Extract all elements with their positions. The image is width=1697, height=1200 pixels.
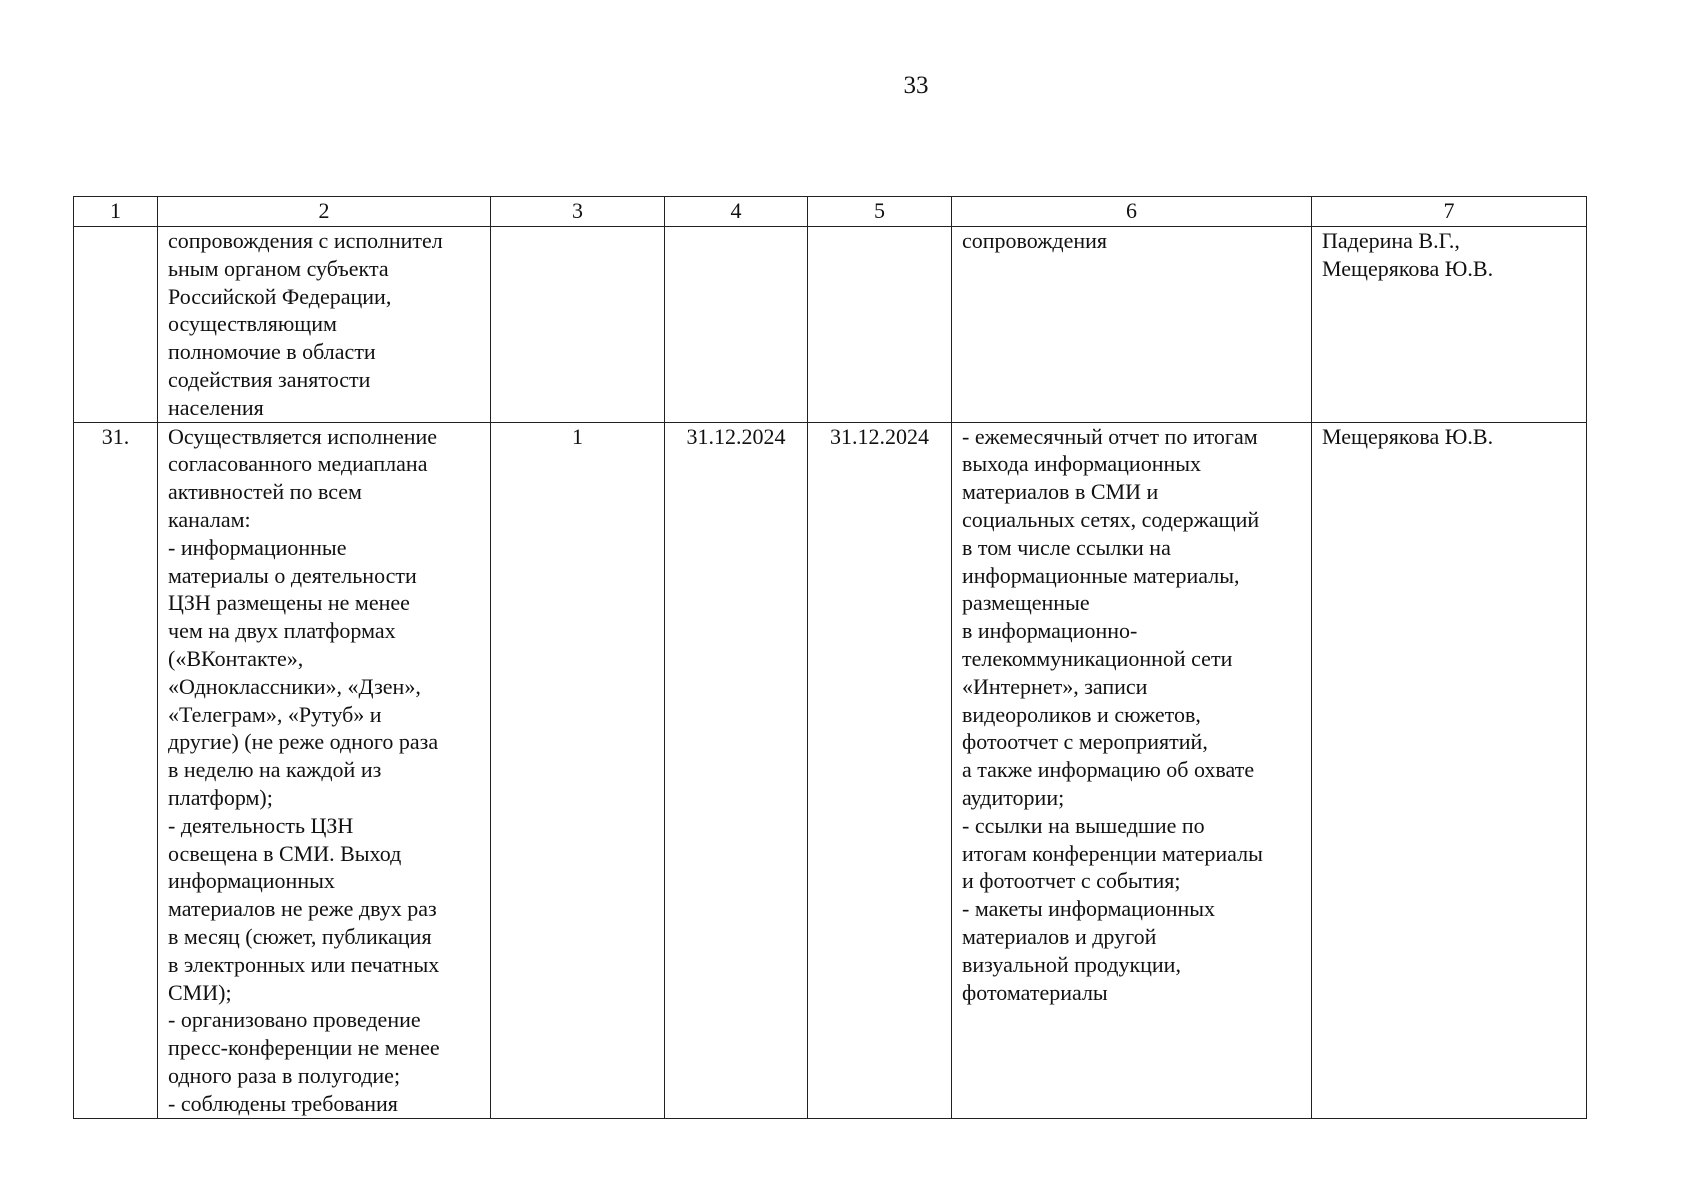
text-line: и фотоотчет с события; [962, 868, 1181, 894]
text-line: материалы о деятельности [168, 562, 417, 588]
result-description [952, 227, 1312, 423]
text-line: в неделю на каждой из [168, 757, 382, 783]
text-line: пресс-конференции не менее [168, 1035, 440, 1061]
text-line: - макеты информационных [962, 896, 1216, 922]
responsible-persons [1312, 227, 1587, 423]
start-date [665, 227, 808, 423]
column-header-3: 3 [491, 197, 665, 227]
text-line: - ежемесячный отчет по итогам [962, 423, 1258, 449]
text-line: ьным органом субъекта [168, 255, 389, 281]
activity-description [158, 227, 491, 423]
text-line: информационные материалы, [962, 562, 1240, 588]
text-line: в месяц (сюжет, публикация [168, 923, 432, 949]
text-line: полномочие в области [168, 339, 376, 365]
text-line: Российской Федерации, [168, 283, 392, 309]
column-header-4: 4 [665, 197, 808, 227]
text-line: («ВКонтакте», [168, 645, 304, 671]
text-line: чем на двух платформах [168, 618, 396, 644]
text-line: материалов не реже двух раз [168, 896, 437, 922]
text-line: визуальной продукции, [962, 951, 1181, 977]
text-line: размещенные [962, 590, 1090, 616]
row-number: 31. [74, 422, 158, 1118]
column-header-7: 7 [1312, 197, 1587, 227]
text-line: материалов и другой [962, 923, 1157, 949]
text-line: «Интернет», записи [962, 673, 1148, 699]
text-line: освещена в СМИ. Выход [168, 840, 402, 866]
text-line: видеороликов и сюжетов, [962, 701, 1201, 727]
header-row [74, 197, 1587, 227]
start-date: 31.12.2024 [665, 422, 808, 1118]
text-line: в информационно- [962, 618, 1138, 644]
text-line: - ссылки на вышедшие по [962, 812, 1205, 838]
activity-description [158, 422, 491, 1118]
column-header-2: 2 [158, 197, 491, 227]
end-date: 31.12.2024 [808, 422, 952, 1118]
text-line: в том числе ссылки на [962, 534, 1171, 560]
text-line: содействия занятости [168, 366, 371, 392]
text-line: Мещерякова Ю.В. [1322, 255, 1494, 281]
row-number [74, 227, 158, 423]
table-row [74, 422, 1587, 1118]
text-line: ЦЗН размещены не менее [168, 590, 410, 616]
text-line: сопровождения [962, 228, 1108, 253]
quantity-cell [491, 227, 665, 423]
text-line: выхода информационных [962, 451, 1202, 477]
text-line: социальных сетях, содержащий [962, 506, 1260, 532]
text-line: - деятельность ЦЗН [168, 812, 354, 838]
text-line: платформ); [168, 784, 273, 810]
text-line: активностей по всем [168, 479, 362, 505]
text-line: одного раза в полугодие; [168, 1062, 401, 1088]
text-line: «Телеграм», «Рутуб» и [168, 701, 382, 727]
text-line: телекоммуникационной сети [962, 645, 1233, 671]
text-line: а также информацию об охвате [962, 757, 1255, 783]
text-line: информационных [168, 868, 335, 894]
text-line: каналам: [168, 506, 251, 532]
end-date [808, 227, 952, 423]
text-line: - соблюдены требования [168, 1090, 398, 1116]
page-number: 33 [903, 72, 929, 99]
text-line: итогам конференции материалы [962, 840, 1263, 866]
column-header-1: 1 [74, 197, 158, 227]
quantity-cell: 1 [491, 422, 665, 1118]
text-line: «Одноклассники», «Дзен», [168, 673, 421, 699]
plan-table [73, 196, 1587, 1119]
text-line: фотоматериалы [962, 979, 1108, 1005]
text-line: - информационные [168, 534, 347, 560]
result-description [952, 422, 1312, 1118]
text-line: Мещерякова Ю.В. [1322, 423, 1494, 449]
text-line: другие) (не реже одного раза [168, 729, 439, 755]
column-header-5: 5 [808, 197, 952, 227]
text-line: согласованного медиаплана [168, 451, 428, 477]
text-line: материалов в СМИ и [962, 479, 1159, 505]
column-header-6: 6 [952, 197, 1312, 227]
text-line: сопровождения с исполнител [168, 228, 443, 253]
text-line: осуществляющим [168, 311, 337, 337]
text-line: в электронных или печатных [168, 951, 440, 977]
text-line: - организовано проведение [168, 1007, 421, 1033]
text-line: фотоотчет с мероприятий, [962, 729, 1208, 755]
text-line: Падерина В.Г., [1322, 228, 1460, 253]
responsible-persons [1312, 422, 1587, 1118]
text-line: СМИ); [168, 979, 232, 1005]
table-row [74, 227, 1587, 423]
text-line: аудитории; [962, 784, 1065, 810]
text-line: населения [168, 394, 264, 420]
text-line: Осуществляется исполнение [168, 423, 438, 449]
